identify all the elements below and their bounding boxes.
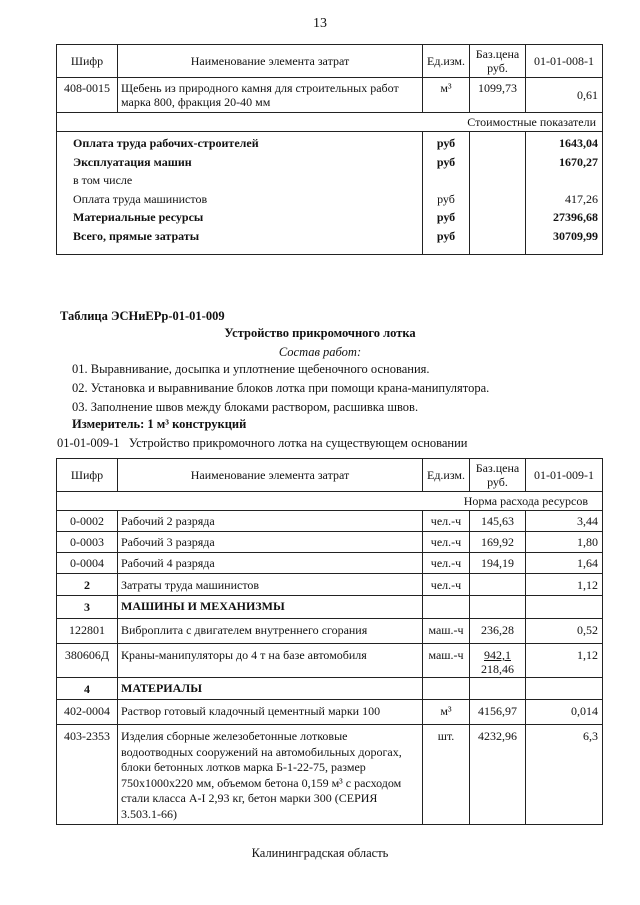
- row-price: [470, 574, 526, 596]
- resource-table-009: [56, 458, 603, 825]
- table-row: [57, 78, 603, 113]
- table-row: [57, 511, 603, 532]
- summary-unit: руб: [436, 228, 456, 243]
- row-name: Изделия сборные железобетонные лотковые водоотводных сооружений на автомобильных дорогах, блоки бетонных лотков марка Б-1-22-75, размер 750х1000х220 мм, объемом бетона 0,159 м³ с расходом стали класса A-I 2,93 кг, бетон марки 300 (СЕРИЯ 3.503.1-66): [118, 725, 423, 825]
- footer-region: Калининградская область: [251, 846, 389, 860]
- row-value: 6,3: [526, 725, 603, 825]
- summary-label: Всего, прямые затраты: [73, 228, 200, 243]
- summary-unit: руб: [436, 136, 456, 150]
- row-price-secondary: 218,46: [481, 662, 514, 676]
- row-price: 4156,97: [470, 700, 526, 725]
- summary-value: 27396,68: [553, 210, 598, 224]
- header-unit: Ед.изм.: [423, 45, 470, 78]
- row-code: 408-0015: [57, 78, 118, 113]
- work-item: 02. Установка и выравнивание блоков лотка при помощи крана-манипулятора.: [72, 381, 490, 395]
- section-code: 3: [57, 596, 118, 619]
- row-price: 236,28: [470, 619, 526, 644]
- cost-table-008: [56, 44, 603, 255]
- page-number: 13: [313, 16, 327, 31]
- row-value: 0,61: [526, 78, 603, 113]
- summary-price-empty: [470, 132, 526, 255]
- summary-values: [526, 132, 603, 255]
- header-norm: 01-01-009-1: [526, 459, 603, 492]
- row-unit: м³: [423, 78, 470, 113]
- row-value: 1,80: [526, 532, 603, 553]
- row-price: 4232,96: [470, 725, 526, 825]
- table-row: [57, 574, 603, 596]
- table-header-row: [57, 45, 603, 78]
- summary-unit: руб: [437, 191, 455, 206]
- subheader-row: [57, 113, 603, 132]
- row-code: 122801: [57, 619, 118, 644]
- row-value: 1,12: [526, 644, 603, 678]
- row-price-cell: [470, 644, 526, 678]
- section-row: [57, 596, 603, 619]
- summary-label: Материальные ресурсы: [73, 210, 204, 224]
- row-unit: чел.-ч: [423, 553, 470, 574]
- row-unit: маш.-ч: [423, 644, 470, 678]
- summary-value: 417,26: [565, 191, 598, 206]
- header-code: Шифр: [57, 459, 118, 492]
- table-header-row: [57, 459, 603, 492]
- row-code: 402-0004: [57, 700, 118, 725]
- row-price: 169,92: [470, 532, 526, 553]
- summary-units: [423, 132, 470, 255]
- row-unit: м³: [423, 700, 470, 725]
- row-price: 145,63: [470, 511, 526, 532]
- row-value: 1,64: [526, 553, 603, 574]
- subheader-label: Стоимостные показатели: [57, 113, 603, 132]
- row-unit: маш.-ч: [423, 619, 470, 644]
- summary-label: Эксплуатация машин: [73, 154, 192, 169]
- summary-value: 30709,99: [553, 228, 598, 243]
- summary-value: [526, 171, 598, 190]
- table-row: [57, 700, 603, 725]
- row-name: Раствор готовый кладочный цементный марки 100: [118, 700, 423, 725]
- table-row: [57, 553, 603, 574]
- header-price: Баз.цена руб.: [470, 459, 526, 492]
- row-code: 380606Д: [57, 644, 118, 678]
- row-value: 0,014: [526, 700, 603, 725]
- norm-line: 01-01-009-1 Устройство прикромочного лотка на существующем основании: [57, 436, 468, 450]
- work-item: 01. Выравнивание, досыпка и уплотнение щебеночного основания.: [72, 362, 430, 376]
- summary-labels: [57, 132, 423, 255]
- row-unit: шт.: [423, 725, 470, 825]
- row-value: 3,44: [526, 511, 603, 532]
- section-name: МАШИНЫ И МЕХАНИЗМЫ: [118, 596, 423, 619]
- summary-label: Оплата труда машинистов: [73, 191, 208, 206]
- row-name: Затраты труда машинистов: [118, 574, 423, 596]
- section-name: МАТЕРИАЛЫ: [118, 678, 423, 700]
- subheader-label: Норма расхода ресурсов: [57, 492, 603, 511]
- header-code: Шифр: [57, 45, 118, 78]
- summary-block: [57, 132, 603, 255]
- summary-label: Оплата труда рабочих-строителей: [73, 136, 259, 150]
- row-name: Виброплита с двигателем внутреннего сгорания: [118, 619, 423, 644]
- summary-unit: руб: [436, 210, 456, 224]
- row-name: Щебень из природного камня для строительных работ марка 800, фракция 20-40 мм: [118, 78, 423, 113]
- meter-line: Измеритель: 1 м³ конструкций: [72, 417, 247, 431]
- row-code: 0-0002: [57, 511, 118, 532]
- row-value: 1,12: [526, 574, 603, 596]
- row-unit: чел.-ч: [423, 574, 470, 596]
- row-code: 0-0004: [57, 553, 118, 574]
- header-name: Наименование элемента затрат: [118, 45, 423, 78]
- header-name: Наименование элемента затрат: [118, 459, 423, 492]
- works-title: Состав работ:: [278, 345, 362, 359]
- row-name: Рабочий 4 разряда: [118, 553, 423, 574]
- row-name: Рабочий 3 разряда: [118, 532, 423, 553]
- row-price: 942,1: [484, 648, 511, 662]
- table-title: Таблица ЭСНиЕРр-01-01-009: [60, 309, 225, 323]
- subheader-row: [57, 492, 603, 511]
- header-unit: Ед.изм.: [423, 459, 470, 492]
- row-code: 2: [57, 574, 118, 596]
- row-value: 0,52: [526, 619, 603, 644]
- table-row: [57, 725, 603, 825]
- row-code: 403-2353: [57, 725, 118, 825]
- table-row: [57, 619, 603, 644]
- row-price: 1099,73: [470, 78, 526, 113]
- work-item: 03. Заполнение швов между блоками раствором, расшивка швов.: [72, 400, 419, 414]
- section-code: 4: [57, 678, 118, 700]
- row-unit: чел.-ч: [423, 511, 470, 532]
- summary-value: 1643,04: [559, 136, 598, 150]
- row-name: Краны-манипуляторы до 4 т на базе автомобиля: [118, 644, 423, 678]
- row-code: 0-0003: [57, 532, 118, 553]
- header-price: Баз.цена руб.: [470, 45, 526, 78]
- header-norm: 01-01-008-1: [526, 45, 603, 78]
- row-unit: чел.-ч: [423, 532, 470, 553]
- table-row: [57, 644, 603, 678]
- summary-value: 1670,27: [559, 154, 598, 169]
- section-heading: Устройство прикромочного лотка: [224, 326, 416, 340]
- summary-unit: руб: [436, 154, 456, 169]
- table-row: [57, 532, 603, 553]
- summary-label: в том числе: [73, 173, 133, 187]
- summary-unit: [423, 171, 469, 190]
- row-name: Рабочий 2 разряда: [118, 511, 423, 532]
- row-price: 194,19: [470, 553, 526, 574]
- section-row: [57, 678, 603, 700]
